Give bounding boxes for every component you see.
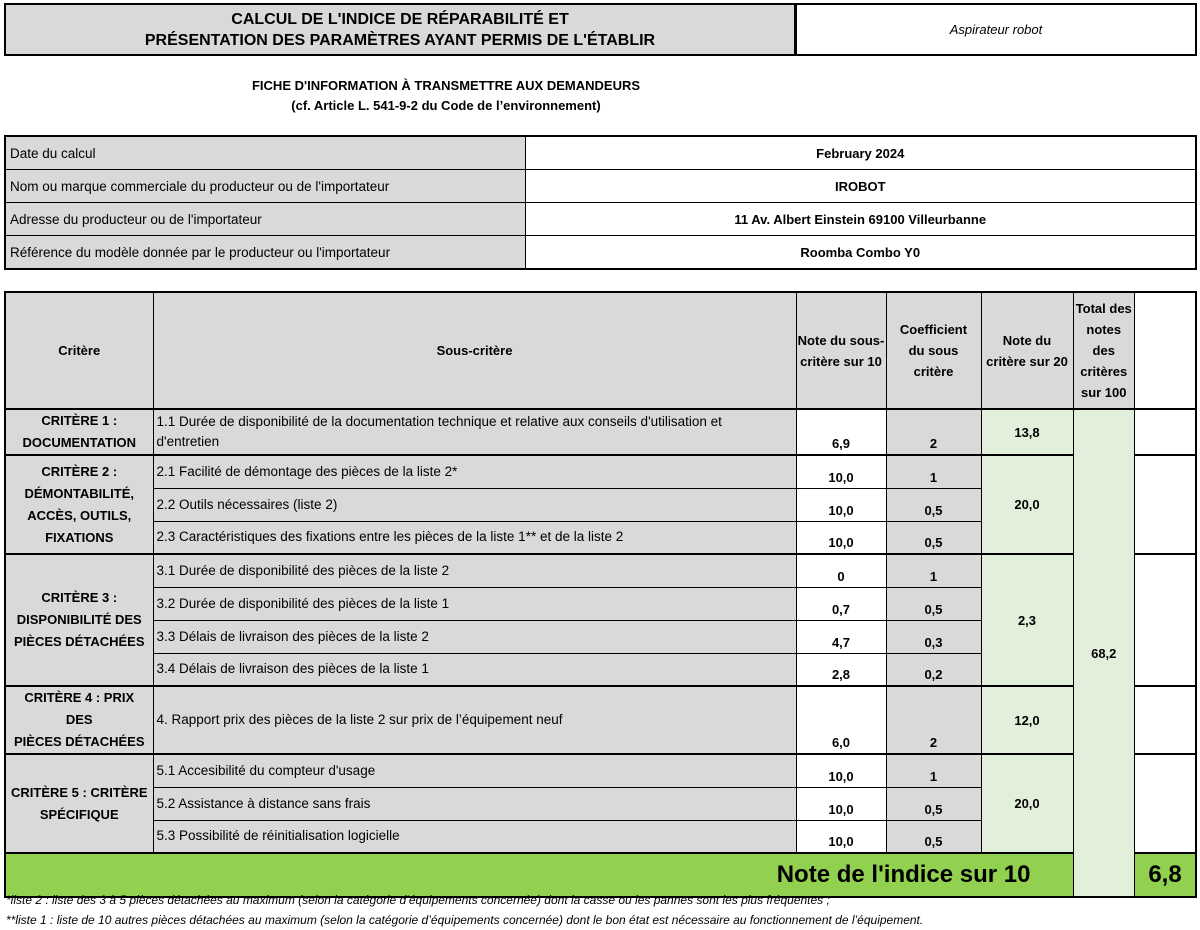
sub-criterion-coef: 1 xyxy=(886,455,981,488)
col-header-total xyxy=(1073,292,1135,409)
sub-criterion-note: 10,0 xyxy=(796,488,886,521)
sub-criterion-note: 10,0 xyxy=(796,455,886,488)
score-table xyxy=(4,291,1197,898)
sub-criterion-label: 5.2 Assistance à distance sans frais xyxy=(153,787,796,820)
sub-criterion-note: 10,0 xyxy=(796,820,886,853)
final-score-value: 6,8 xyxy=(1135,853,1197,897)
sub-criterion-label: 2.1 Facilité de démontage des pièces de la liste 2* xyxy=(153,455,796,488)
sub-criterion-coef: 2 xyxy=(886,686,981,754)
col-header-line: sur 100 xyxy=(1080,385,1127,400)
product-type xyxy=(795,3,1197,56)
col-header-line: des critères xyxy=(1080,343,1128,379)
col-header-line: Note du xyxy=(1002,332,1052,348)
criterion-line: FIXATIONS xyxy=(45,529,114,545)
table-row xyxy=(5,754,1196,787)
total-notes: 68,2 xyxy=(1073,409,1135,897)
table-row xyxy=(5,554,1196,587)
col-header-line: Total des notes xyxy=(1075,301,1132,337)
sub-criterion-line: d'entretien xyxy=(156,434,220,449)
fiche-line-2: (cf. Article L. 541-9-2 du Code de l’environnement) xyxy=(291,98,601,113)
sub-criterion-label: 3.1 Durée de disponibilité des pièces de la liste 2 xyxy=(153,554,796,587)
criterion-line: DÉMONTABILITÉ, xyxy=(24,485,135,501)
title-line-1: CALCUL DE L'INDICE DE RÉPARABILITÉ ET xyxy=(231,10,569,28)
sub-criterion-coef: 1 xyxy=(886,754,981,787)
info-row xyxy=(5,203,1196,236)
document-title xyxy=(4,3,796,56)
info-row xyxy=(5,236,1196,270)
sub-criterion-coef: 0,5 xyxy=(886,820,981,853)
info-label: Adresse du producteur ou de l'importateur xyxy=(5,203,525,236)
criterion-line: CRITÈRE 4 : PRIX DES xyxy=(24,690,135,727)
sub-criterion-coef: 0,2 xyxy=(886,653,981,686)
fiche-heading xyxy=(0,76,892,116)
col-header-line: du sous xyxy=(908,343,959,358)
sub-criterion-note: 0 xyxy=(796,554,886,587)
sub-criterion-label: 2.2 Outils nécessaires (liste 2) xyxy=(153,488,796,521)
table-row xyxy=(5,686,1196,754)
sub-criterion-label: 5.1 Accesibilité du compteur d'usage xyxy=(153,754,796,787)
criterion-line: DOCUMENTATION xyxy=(22,435,137,450)
col-header-line: Coefficient xyxy=(899,322,968,337)
criterion-line: CRITÈRE 3 : xyxy=(41,590,118,605)
criterion-note: 13,8 xyxy=(981,409,1073,455)
criterion-note: 2,3 xyxy=(981,554,1073,686)
criterion-2-label xyxy=(5,455,153,554)
sub-criterion-label xyxy=(153,409,796,455)
sub-criterion-coef: 0,5 xyxy=(886,787,981,820)
info-label: Nom ou marque commerciale du producteur ou de l'importateur xyxy=(5,170,525,203)
info-value: Roomba Combo Y0 xyxy=(525,236,1196,270)
criterion-note: 12,0 xyxy=(981,686,1073,754)
sub-criterion-note: 10,0 xyxy=(796,787,886,820)
info-value: 11 Av. Albert Einstein 69100 Villeurbanne xyxy=(525,203,1196,236)
sub-criterion-coef: 2 xyxy=(886,409,981,455)
info-row xyxy=(5,136,1196,170)
criterion-note: 20,0 xyxy=(981,754,1073,853)
col-header-line: critère sur 20 xyxy=(986,353,1068,369)
sub-criterion-note: 10,0 xyxy=(796,754,886,787)
info-row xyxy=(5,170,1196,203)
sub-criterion-label: 3.4 Délais de livraison des pièces de la liste 1 xyxy=(153,653,796,686)
table-row xyxy=(5,455,1196,488)
info-table xyxy=(4,135,1197,270)
sub-criterion-note: 6,0 xyxy=(796,686,886,754)
col-header-line: Note du sous- xyxy=(797,332,885,348)
col-header-sous-critere: Sous-critère xyxy=(153,292,796,409)
sub-criterion-note: 2,8 xyxy=(796,653,886,686)
sub-criterion-coef: 0,3 xyxy=(886,620,981,653)
info-label: Référence du modèle donnée par le producteur ou l'importateur xyxy=(5,236,525,270)
info-value: IROBOT xyxy=(525,170,1196,203)
footnotes xyxy=(6,890,1196,930)
criterion-line: CRITÈRE 5 : CRITÈRE xyxy=(10,784,148,800)
title-line-2: PRÉSENTATION DES PARAMÈTRES AYANT PERMIS DE L'ÉTABLIR xyxy=(144,31,656,49)
col-header-line: critère xyxy=(913,364,954,379)
table-row xyxy=(5,409,1196,455)
sub-criterion-label: 2.3 Caractéristiques des fixations entre les pièces de la liste 1** et de la liste 2 xyxy=(153,521,796,554)
sub-criterion-note: 4,7 xyxy=(796,620,886,653)
header-row xyxy=(5,292,1196,409)
criterion-1-label xyxy=(5,409,153,455)
criterion-line: DISPONIBILITÉ DES xyxy=(16,612,142,627)
info-label: Date du calcul xyxy=(5,136,525,170)
criterion-line: SPÉCIFIQUE xyxy=(39,806,119,822)
sub-criterion-note: 6,9 xyxy=(796,409,886,455)
sub-criterion-label: 4. Rapport prix des pièces de la liste 2 sur prix de l’équipement neuf xyxy=(153,686,796,754)
criterion-note: 20,0 xyxy=(981,455,1073,554)
sub-criterion-coef: 0,5 xyxy=(886,521,981,554)
criterion-line: CRITÈRE 2 : xyxy=(41,463,118,479)
sub-criterion-coef: 1 xyxy=(886,554,981,587)
sub-criterion-label: 3.3 Délais de livraison des pièces de la liste 2 xyxy=(153,620,796,653)
col-header-note-sous xyxy=(796,292,886,409)
criterion-5-label xyxy=(5,754,153,853)
criterion-line: ACCÈS, OUTILS, xyxy=(27,507,132,523)
sub-criterion-label: 5.3 Possibilité de réinitialisation logicielle xyxy=(153,820,796,853)
sub-criterion-coef: 0,5 xyxy=(886,488,981,521)
criterion-line: PIÈCES DÉTACHÉES xyxy=(13,634,145,649)
sub-criterion-line: 1.1 Durée de disponibilité de la documentation technique et relative aux conseils d'utilisation et xyxy=(156,414,722,429)
col-header-coefficient xyxy=(886,292,981,409)
criterion-3-label xyxy=(5,554,153,686)
sub-criterion-note: 10,0 xyxy=(796,521,886,554)
col-header-critere: Critère xyxy=(5,292,153,409)
sub-criterion-coef: 0,5 xyxy=(886,587,981,620)
col-header-line: critère sur 10 xyxy=(800,353,882,369)
sub-criterion-note: 0,7 xyxy=(796,587,886,620)
criterion-4-label xyxy=(5,686,153,754)
criterion-line: CRITÈRE 1 : xyxy=(41,413,118,428)
final-score-label: Note de l'indice sur 10 xyxy=(5,853,1073,897)
criterion-line: PIÈCES DÉTACHÉES xyxy=(13,734,145,749)
product-type-label: Aspirateur robot xyxy=(949,22,1043,37)
footnote-liste-1: **liste 1 : liste de 10 autres pièces détachées au maximum (selon la catégorie d’équipements concernée) dont le bon état est nécessaire au fonctionnement de l’équipement. xyxy=(6,913,924,927)
col-header-note-critere xyxy=(981,292,1073,409)
fiche-line-1: FICHE D'INFORMATION À TRANSMETTRE AUX DEMANDEURS xyxy=(251,78,641,93)
info-value: February 2024 xyxy=(525,136,1196,170)
sub-criterion-label: 3.2 Durée de disponibilité des pièces de la liste 1 xyxy=(153,587,796,620)
footnote-liste-2: *liste 2 : liste des 3 à 5 pièces détachées au maximum (selon la catégorie d’équipements concernée) dont la casse ou les pannes sont les plus fréquentes ; xyxy=(6,893,830,907)
